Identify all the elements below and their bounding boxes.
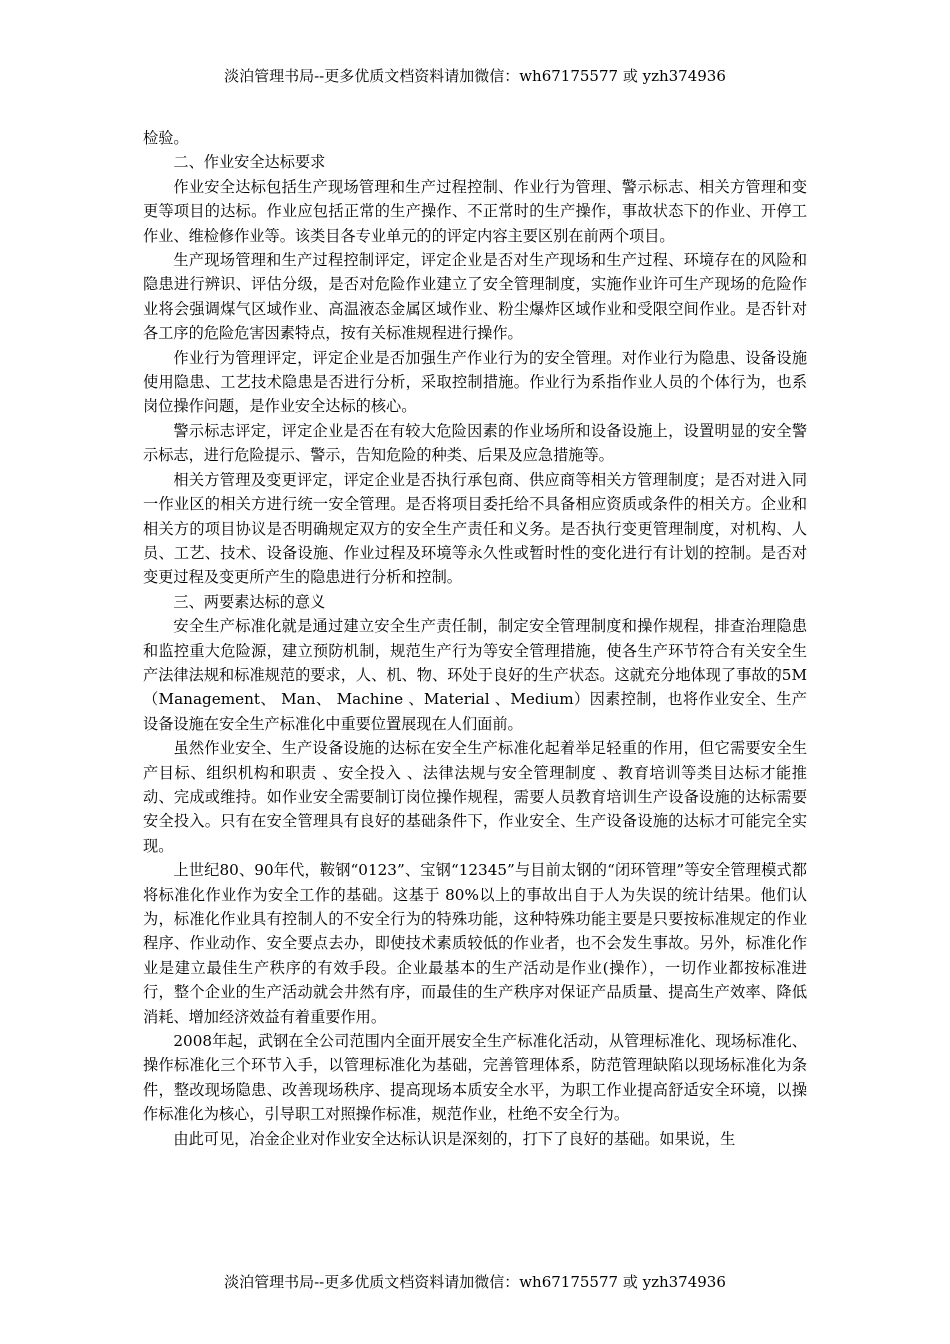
paragraph: 虽然作业安全、生产设备设施的达标在安全生产标准化起着举足轻重的作用，但它需要安全生产目标、组织机构和职责 、安全投入 、法律法规与安全管理制度 、教育培训等类目达标才能推动、完成或维持。如作业安全需要制订岗位操作规程，需要人员教育培训生产设备设施的达标需要安全投入。只有在安全管理具有良好的基础条件下，作业安全、生产设备设施的达标才可能完全实现。: [143, 739, 807, 855]
paragraph: 作业行为管理评定，评定企业是否加强生产作业行为的安全管理。对作业行为隐患、设备设施使用隐患、工艺技术隐患是否进行分析，采取控制措施。作业行为系指作业人员的个体行为，也系岗位操作问题，是作业安全达标的核心。: [143, 348, 807, 416]
paragraph: 相关方管理及变更评定，评定企业是否执行承包商、供应商等相关方管理制度；是否对进入同一作业区的相关方进行统一安全管理。是否将项目委托给不具备相应资质或条件的相关方。企业和相关方的项目协议是否明确规定双方的安全生产责任和义务。是否执行变更管理制度，对机构、人员、工艺、技术、设备设施、作业过程及环境等永久性或暂时性的变化进行有计划的控制。是否对变更过程及变更所产生的隐患进行分析和控制。: [143, 470, 807, 587]
paragraph: 生产现场管理和生产过程控制评定，评定企业是否对生产现场和生产过程、环境存在的风险和隐患进行辨识、评估分级，是否对危险作业建立了安全管理制度，实施作业许可生产现场的危险作业将会强调煤气区域作业、高温液态金属区域作业、粉尘爆炸区域作业和受限空间作业。是否针对各工序的危险危害因素特点，按有关标准规程进行操作。: [143, 251, 807, 343]
paragraph: 警示标志评定，评定企业是否在有较大危险因素的作业场所和设备设施上，设置明显的安全警示标志，进行危险提示、警示，告知危险的种类、后果及应急措施等。: [143, 421, 807, 465]
document-body: [143, 126, 807, 1151]
page-header: 淡泊管理书局--更多优质文档资料请加微信：wh67175577 或 yzh374936: [224, 67, 726, 85]
paragraph: 2008年起，武钢在全公司范围内全面开展安全生产标准化活动，从管理标准化、现场标准化、操作标准化三个环节入手，以管理标准化为基础，完善管理体系，防范管理缺陷以现场标准化为条件，整改现场隐患、改善现场秩序、提高现场本质安全水平，为职工作业提高舒适安全环境，以操作标准化为核心，引导职工对照操作标准，规范作业，杜绝不安全行为。: [143, 1032, 807, 1124]
paragraph: 安全生产标准化就是通过建立安全生产责任制，制定安全管理制度和操作规程，排查治理隐患和监控重大危险源，建立预防机制，规范生产行为等安全管理措施，使各生产环节符合有关安全生产法律法规和标准规范的要求，人、机、物、环处于良好的生产状态。这就充分地体现了事故的5M（Management、 Man、 Machine 、Material 、Medium）因素控制，也将作业安全、生产设备设施在安全生产标准化中重要位置展现在人们面前。: [143, 617, 807, 733]
section-heading-3: 三、两要素达标的意义: [173, 592, 326, 611]
page-footer: 淡泊管理书局--更多优质文档资料请加微信：wh67175577 或 yzh374936: [224, 1273, 726, 1291]
paragraph-continuation: 检验。: [143, 129, 189, 147]
paragraph: 作业安全达标包括生产现场管理和生产过程控制、作业行为管理、警示标志、相关方管理和变更等项目的达标。作业应包括正常的生产操作、不正常时的生产操作，事故状态下的作业、开停工作业、维检修作业等。该类目各专业单元的的评定内容主要区别在前两个项目。: [143, 177, 807, 245]
paragraph: 由此可见，冶金企业对作业安全达标认识是深刻的，打下了良好的基础。如果说，生: [173, 1129, 736, 1148]
paragraph: 上世纪80、90年代，鞍钢“0123”、宝钢“12345”与目前太钢的“闭环管理”等安全管理模式都将标准化作业作为安全工作的基础。这基于 80%以上的事故出自于人为失误的统计结果。他们认为，标准化作业具有控制人的不安全行为的特殊功能，这种特殊功能主要是只要按标准规定的作业程序、作业动作、安全要点去办，即使技术素质较低的作业者，也不会发生事故。另外，标准化作业是建立最佳生产秩序的有效手段。企业最基本的生产活动是作业(操作），一切作业都按标准进行，整个企业的生产活动就会井然有序，而最佳的生产秩序对保证产品质量、提高生产效率、降低消耗、增加经济效益有着重要作用。: [143, 861, 807, 1026]
section-heading-2: 二、作业安全达标要求: [173, 153, 326, 172]
